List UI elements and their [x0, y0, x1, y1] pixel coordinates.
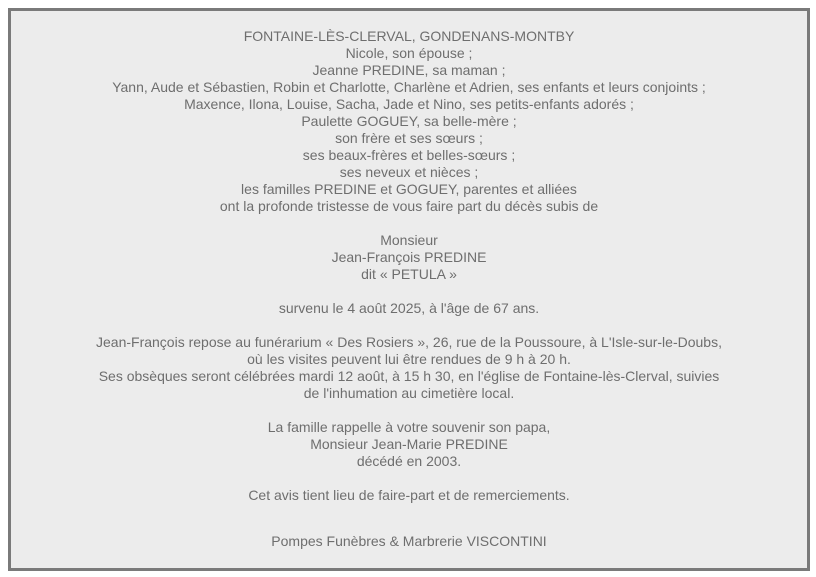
arrangements-block — [11, 334, 807, 402]
family-line: ses neveux et nièces ; — [339, 164, 479, 180]
remembrance-line: Monsieur Jean-Marie PREDINE — [310, 436, 508, 452]
arrangements-line: Ses obsèques seront célébrées mardi 12 août, à 15 h 30, en l'église de Fontaine-lès-Clerval, suivies — [98, 368, 720, 384]
obituary-notice-frame — [8, 8, 810, 571]
family-line: Maxence, Ilona, Louise, Sacha, Jade et Nino, ses petits-enfants adorés ; — [184, 96, 634, 112]
closing-line: Cet avis tient lieu de faire-part et de remerciements. — [248, 487, 570, 503]
family-line: les familles PREDINE et GOGUEY, parentes et alliées — [241, 181, 577, 197]
remembrance-line: décédé en 2003. — [356, 453, 462, 469]
family-list — [11, 28, 807, 215]
family-line: son frère et ses sœurs ; — [335, 130, 483, 146]
deceased-name: Jean-François PREDINE — [331, 249, 487, 265]
location-heading: FONTAINE-LÈS-CLERVAL, GONDENANS-MONTBY — [243, 28, 575, 44]
deceased-block — [11, 232, 807, 283]
family-line: Paulette GOGUEY, sa belle-mère ; — [301, 113, 517, 129]
obituary-notice — [11, 28, 807, 550]
deceased-nickname: dit « PETULA » — [361, 266, 457, 282]
funeral-home: Pompes Funèbres & Marbrerie VISCONTINI — [271, 533, 547, 549]
family-line: ses beaux-frères et belles-sœurs ; — [302, 147, 516, 163]
deceased-title: Monsieur — [380, 232, 438, 248]
family-line: Nicole, son épouse ; — [345, 45, 473, 61]
announcement-line: ont la profonde tristesse de vous faire part du décès subis de — [219, 198, 599, 214]
family-line: Jeanne PREDINE, sa maman ; — [312, 62, 506, 78]
death-date-line: survenu le 4 août 2025, à l'âge de 67 ans. — [278, 300, 540, 316]
arrangements-line: Jean-François repose au funérarium « Des Rosiers », 26, rue de la Poussoure, à L'Isle-sur-le-Doubs, — [96, 334, 722, 350]
remembrance-line: La famille rappelle à votre souvenir son papa, — [267, 419, 551, 435]
remembrance-block — [11, 419, 807, 470]
arrangements-line: où les visites peuvent lui être rendues de 9 h à 20 h. — [247, 351, 571, 367]
family-line: Yann, Aude et Sébastien, Robin et Charlotte, Charlène et Adrien, ses enfants et leurs conjoints ; — [112, 79, 706, 95]
arrangements-line: de l'inhumation au cimetière local. — [303, 385, 515, 401]
